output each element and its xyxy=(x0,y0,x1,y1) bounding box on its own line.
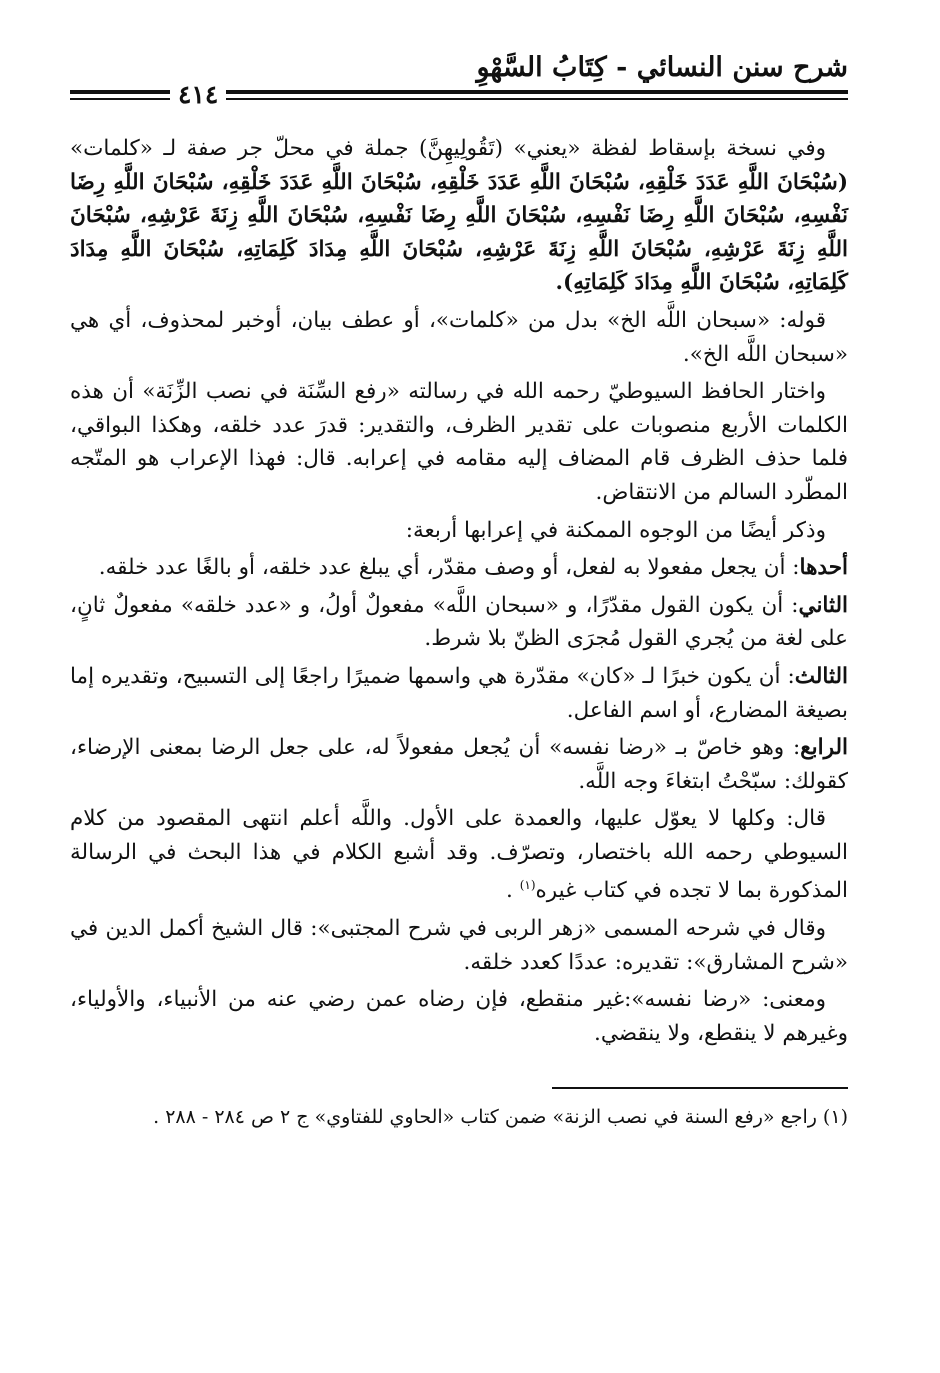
second-text: : أن يكون القول مقدّرًا، و «سبحان اللَّه» مفعولٌ أولُ، و «عدد خلقه» مفعولٌ ثانٍ، على لغة من يُجري القول مُجرَى الظنّ بلا شرط. xyxy=(70,592,848,652)
paragraph-9-tail: . xyxy=(506,878,520,904)
first-label: أحدها xyxy=(799,555,848,581)
page-header xyxy=(70,52,848,114)
paragraph-1-lead: وفي نسخة بإسقاط لفظة «يعني» (تَقُولِيهِنَّ) جملة في محلّ جر صفة لـ «كلمات» xyxy=(70,136,826,161)
footnote: (١) راجع «رفع السنة في نصب الزنة» ضمن كتاب «الحاوي للفتاوي» ج ٢ ص ٢٨٤ - ٢٨٨ . xyxy=(153,1105,848,1128)
paragraph-7 xyxy=(70,660,848,727)
paragraph-11: ومعنى: «رضا نفسه»:غير منقطع، فإن رضاه عمن رضي عنه من الأنبياء، والأولياء، وغيرهم لا ينقطع، ولا ينقضي. xyxy=(70,987,848,1046)
paragraph-8 xyxy=(70,731,848,798)
footnote-divider xyxy=(552,1087,848,1089)
book-page xyxy=(70,52,848,1131)
main-text xyxy=(70,132,848,1051)
first-text: : أن يجعل مفعولا به لفعل، أو وصف مقدّر، أي يبلغ عدد خلقه، أو بالغًا عدد خلقه. xyxy=(98,555,800,581)
paragraph-1 xyxy=(70,132,848,300)
paragraph-6 xyxy=(70,589,848,656)
running-title: شرح سنن النسائي - كِتَابُ السَّهْوِ xyxy=(476,52,848,83)
paragraph-9 xyxy=(70,802,848,908)
third-label: الثالث xyxy=(794,663,848,689)
fourth-text: : وهو خاصّ بـ «رضا نفسه» أن يُجعل مفعولاً له، على جعل الرضا بمعنى الإرضاء، كقولك: سبّحْتُ ابتغاءَ وجه اللَّه. xyxy=(70,735,848,794)
paragraph-2: قوله: «سبحان اللَّه الخ» بدل من «كلمات»، أو عطف بيان، أوخبر لمحذوف، أي هي «سبحان اللَّه الخ». xyxy=(70,307,848,367)
third-text: : أن يكون خبرًا لـ «كان» مقدّرة هي واسمها ضميرًا راجعًا إلى التسبيح، وتقديره إما بصيغة المضارع، أو اسم الفاعل. xyxy=(70,663,848,723)
paragraph-3: واختار الحافظ السيوطيّ رحمه الله في رسالته «رفع السِّنَة في نصب الزِّنَة» أن هذه الكلمات الأربع منصوبات على تقدير الظرف، والتقدير: قدرَ عدد خلقه، وهكذا البواقي، فلما حذف الظرف قام المضاف إليه مقامه في إعرابه. قال: فهذا الإعراب هو المتّجه المطّرد السالم من الانتقاض. xyxy=(70,379,848,505)
second-label: الثاني xyxy=(798,592,848,618)
paragraph-5 xyxy=(70,551,848,585)
tasbih-quote: (سُبْحَانَ اللَّهِ عَدَدَ خَلْقِهِ، سُبْحَانَ اللَّهِ عَدَدَ خَلْقِهِ، سُبْحَانَ اللَّهِ عَدَدَ خَلْقِهِ، سُبْحَانَ اللَّهِ رِضَا نَفْسِهِ، سُبْحَانَ اللَّهِ رِضَا نَفْسِهِ، سُبْحَانَ اللَّهِ رِضَا نَفْسِهِ، سُبْحَانَ اللَّهِ زِنَةَ عَرْشِهِ، سُبْحَانَ اللَّهِ زِنَةَ عَرْشِهِ، سُبْحَانَ اللَّهِ زِنَةَ عَرْشِهِ، سُبْحَانَ اللَّهِ مِدَادَ كَلِمَاتِهِ، سُبْحَانَ اللَّهِ مِدَادَ كَلِمَاتِهِ، سُبْحَانَ اللَّهِ مِدَادَ كَلِمَاتِهِ). xyxy=(70,169,848,296)
footnote-ref[interactable]: (١) xyxy=(519,878,536,893)
paragraph-9-text: قال: وكلها لا يعوّل عليها، والعمدة على الأول. واللَّه أعلم انتهى المقصود من كلام السيوطي رحمه الله باختصار، وتصرّف. وقد أشبع الكلام في هذا البحث في الرسالة المذكورة بما لا تجده في كتاب غيره xyxy=(70,806,848,904)
fourth-label: الرابع xyxy=(800,735,848,761)
page-number: ٤١٤ xyxy=(170,80,226,110)
paragraph-10: وقال في شرحه المسمى «زهر الربى في شرح المجتبى»: قال الشيخ أكمل الدين في «شرح المشارق»: تقديره: عددًا كعدد خلقه. xyxy=(70,916,848,975)
paragraph-4: وذكر أيضًا من الوجوه الممكنة في إعرابها أربعة: xyxy=(405,517,826,543)
